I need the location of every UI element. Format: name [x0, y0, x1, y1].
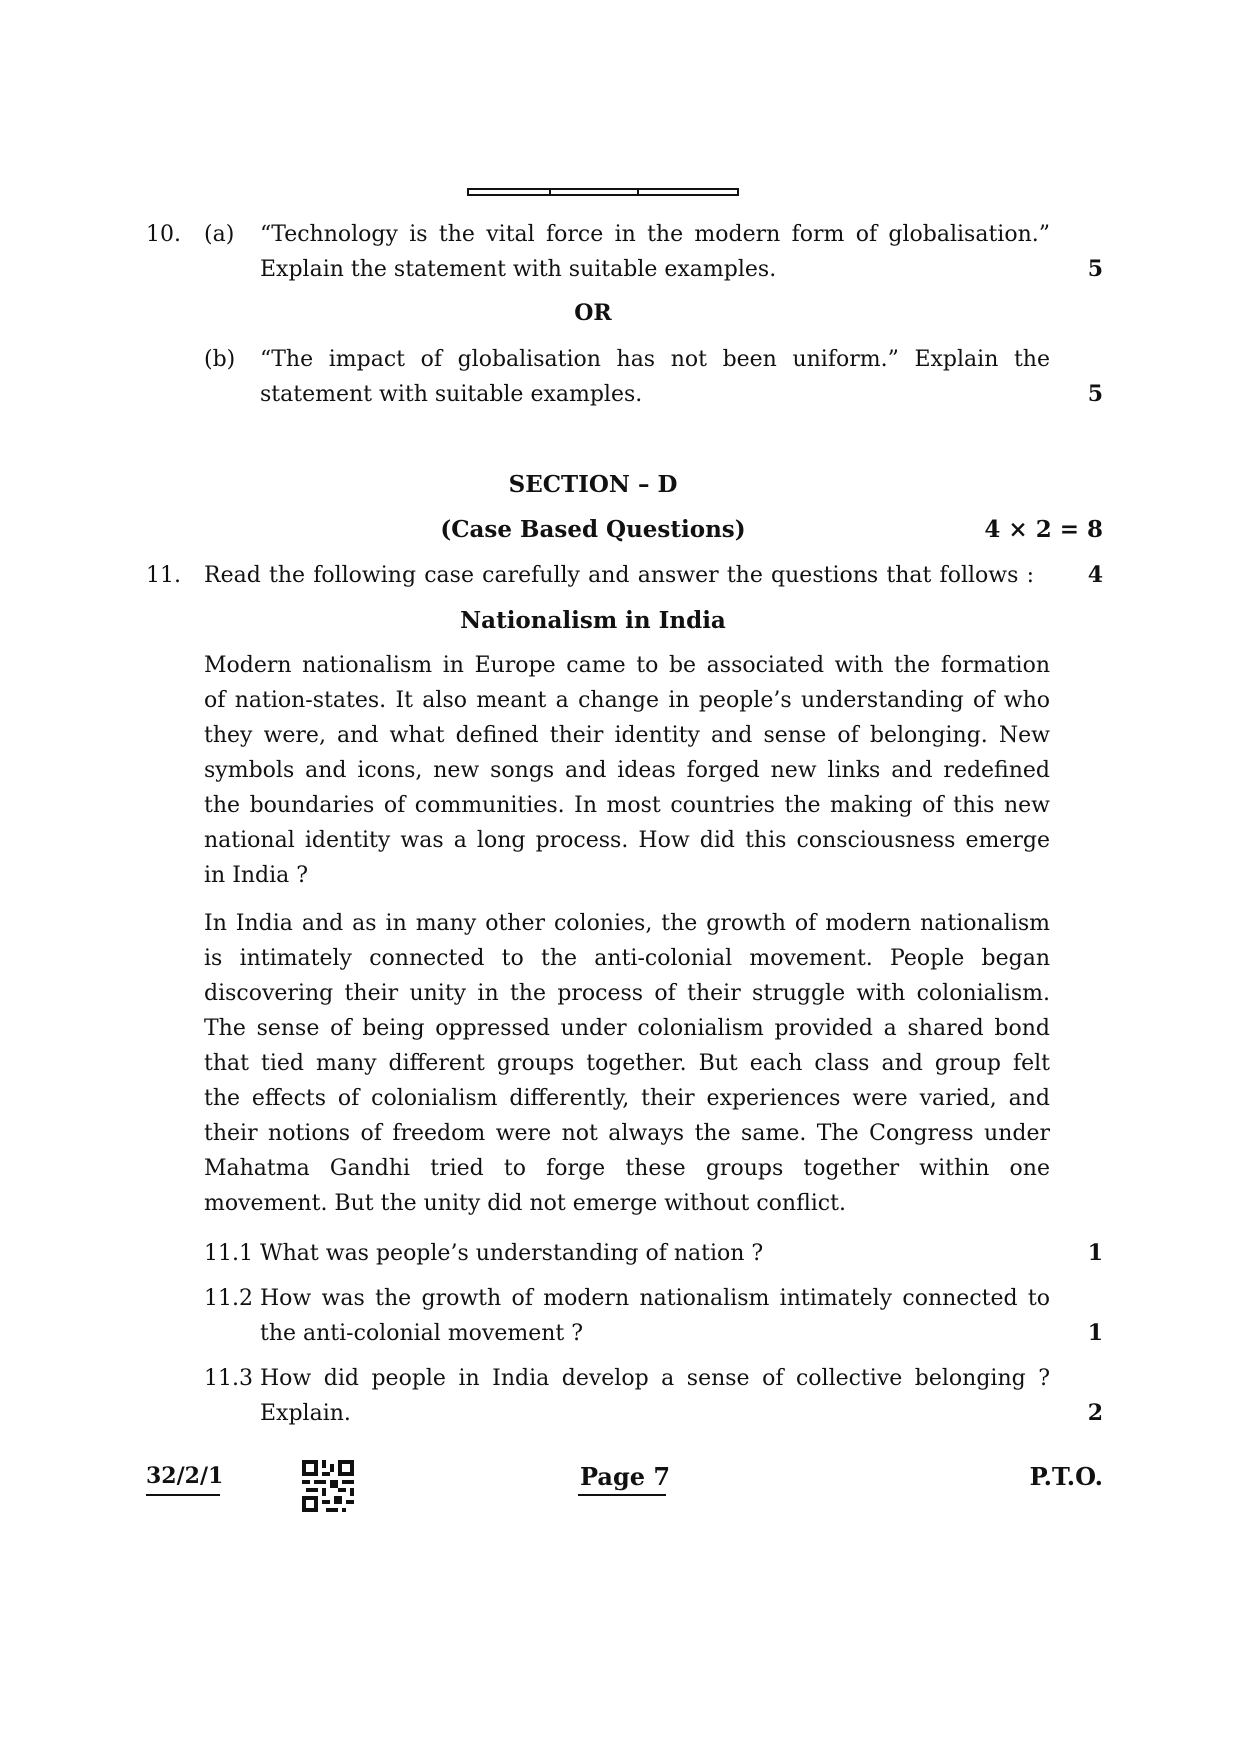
q11-2-line2: the anti-colonial movement ? [260, 1321, 584, 1346]
case-p2-line: The sense of being oppressed under colonialism provided a shared bond [204, 1016, 1050, 1041]
case-p2-line: discovering their unity in the process of their struggle with colonialism. [204, 981, 1050, 1006]
case-p2-line: In India and as in many other colonies, the growth of modern nationalism [204, 911, 1050, 936]
section-subtitle: (Case Based Questions) [440, 516, 746, 543]
pto-label: P.T.O. [1029, 1462, 1103, 1491]
q10b-marks: 5 [1087, 381, 1103, 407]
case-p2-line: that tied many different groups together. But each class and group felt [204, 1051, 1050, 1076]
section-marks: 4 × 2 = 8 [984, 516, 1103, 543]
q11-1-text: What was people’s understanding of nation ? [260, 1241, 764, 1266]
case-p1-line: they were, and what defined their identity and sense of belonging. New [204, 723, 1050, 748]
q10b-label: (b) [204, 347, 236, 372]
q11-3-number: 11.3 [204, 1366, 253, 1391]
q10a-line1: “Technology is the vital force in the modern form of globalisation.” [260, 222, 1050, 247]
section-title: SECTION – D [508, 471, 678, 498]
q11-3-marks: 2 [1087, 1400, 1103, 1426]
q10b-line2: statement with suitable examples. [260, 382, 643, 407]
case-p2-line: the effects of colonialism differently, their experiences were varied, and [204, 1086, 1050, 1111]
case-paragraph-1 [204, 648, 1050, 893]
case-p1-line: in India ? [204, 863, 309, 888]
q10a-marks: 5 [1087, 256, 1103, 282]
q11-2-line1: How was the growth of modern nationalism intimately connected to [260, 1286, 1050, 1311]
case-p2-line: movement. But the unity did not emerge without conflict. [204, 1191, 846, 1216]
q11-instruction: Read the following case carefully and answer the questions that follows : [204, 563, 1034, 588]
paper-code-underline [146, 1494, 220, 1496]
case-p2-line: their notions of freedom were not always the same. The Congress under [204, 1121, 1050, 1146]
or-separator: OR [574, 300, 612, 326]
q11-3-line2: Explain. [260, 1401, 351, 1426]
case-p1-line: national identity was a long process. How did this consciousness emerge [204, 828, 1050, 853]
paper-code: 32/2/1 [146, 1463, 224, 1489]
q10-number: 10. [146, 222, 181, 247]
q11-1-marks: 1 [1087, 1240, 1103, 1266]
q11-1-number: 11.1 [204, 1241, 253, 1266]
q10a-label: (a) [204, 222, 235, 247]
q10a-line2: Explain the statement with suitable examples. [260, 257, 777, 282]
top-rule-graphic [467, 188, 739, 196]
case-p1-line: of nation-states. It also meant a change in people’s understanding of who [204, 688, 1050, 713]
q11-2-marks: 1 [1087, 1320, 1103, 1346]
page-number: Page 7 [580, 1462, 671, 1491]
case-paragraph-2 [204, 906, 1050, 1221]
q11-3-line1: How did people in India develop a sense of collective belonging ? [260, 1366, 1050, 1391]
case-p2-line: is intimately connected to the anti-colonial movement. People began [204, 946, 1050, 971]
case-p2-line: Mahatma Gandhi tried to forge these groups together within one [204, 1156, 1050, 1181]
q11-marks: 4 [1087, 562, 1103, 588]
case-heading: Nationalism in India [460, 607, 726, 634]
q11-number: 11. [146, 563, 181, 588]
qr-code-icon [302, 1460, 354, 1512]
q10b-line1: “The impact of globalisation has not been uniform.” Explain the [260, 347, 1050, 372]
case-p1-line: Modern nationalism in Europe came to be associated with the formation [204, 653, 1050, 678]
case-p1-line: symbols and icons, new songs and ideas forged new links and redefined [204, 758, 1050, 783]
case-p1-line: the boundaries of communities. In most countries the making of this new [204, 793, 1050, 818]
q11-2-number: 11.2 [204, 1286, 253, 1311]
page-number-underline [578, 1494, 666, 1496]
